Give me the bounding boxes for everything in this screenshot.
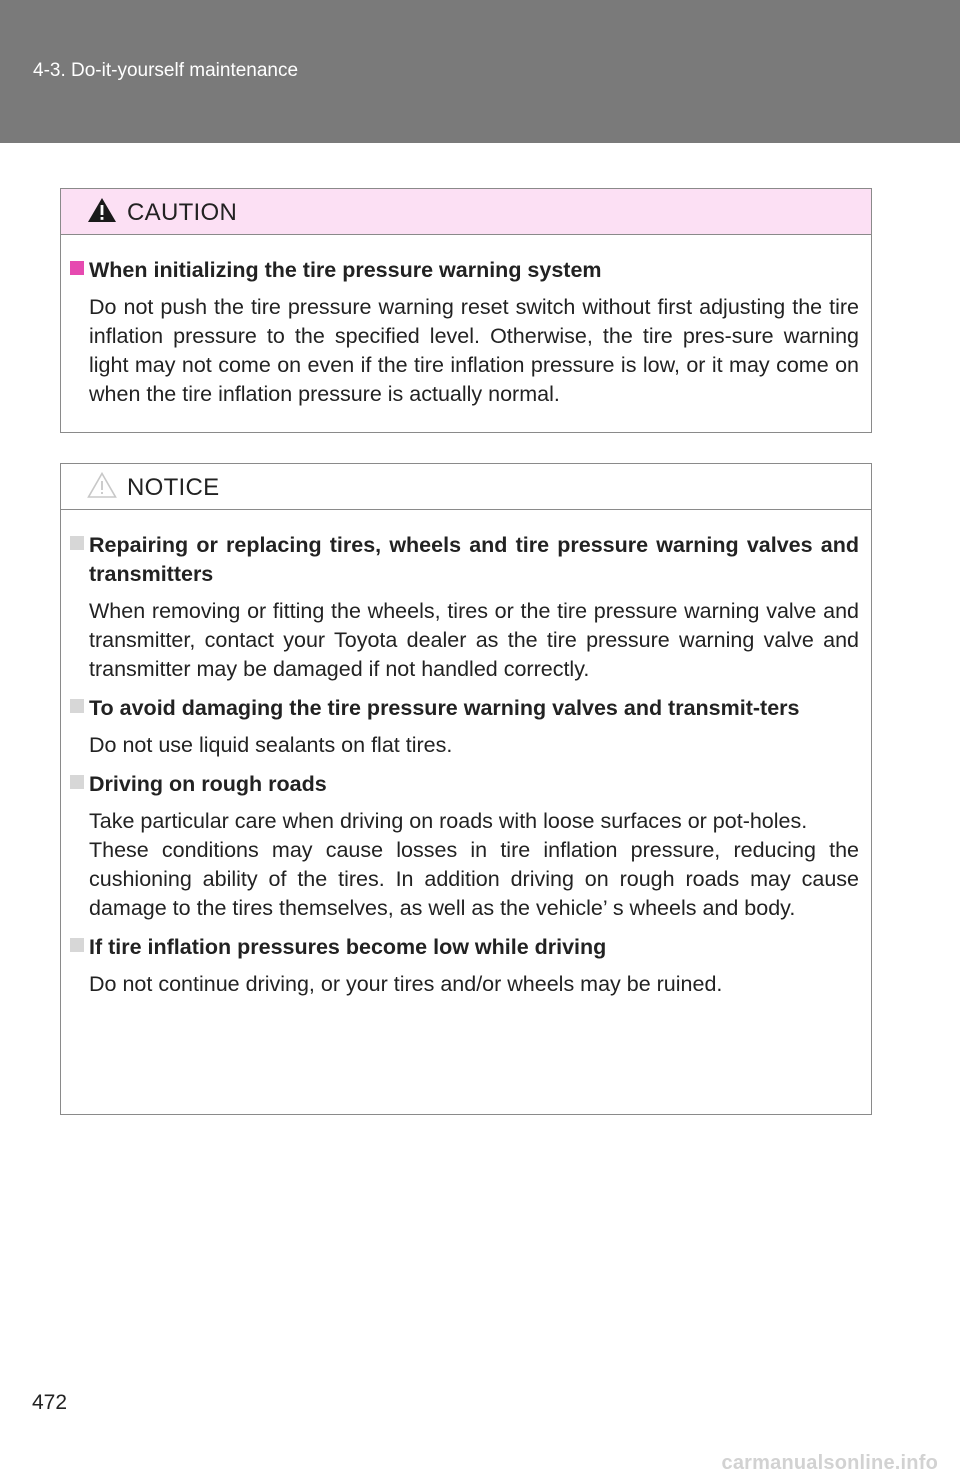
notice-item-text: Take particular care when driving on roads with loose surfaces or pot-holes.: [89, 809, 808, 833]
notice-item-text: When removing or fitting the wheels, tires or the tire pressure warning valve and transmitter, contact your Toyota dealer as the tire pressure warning valve and transmitter may be damaged if not handled correctly.: [89, 599, 859, 681]
notice-label: NOTICE: [127, 474, 220, 501]
notice-item-heading: If tire inflation pressures become low while driving: [89, 935, 607, 959]
warning-triangle-icon: [87, 197, 117, 223]
notice-body: [61, 510, 871, 999]
caution-item-text: Do not push the tire pressure warning reset switch without first adjusting the tire inflation pressure to the specified level. Otherwise, the tire pres-sure warning light may not come on even if the tire inflation pressure is low, or it may come on when the tire inflation pressure is actually normal.: [89, 295, 859, 406]
page-number: 472: [32, 1391, 68, 1414]
caution-item-heading: When initializing the tire pressure warning system: [89, 258, 602, 282]
page-header: [0, 0, 960, 143]
square-bullet-icon: [70, 261, 84, 275]
caution-box: [60, 188, 872, 433]
notice-item: [61, 933, 859, 999]
caution-item: [61, 256, 859, 409]
watermark: carmanualsonline.info: [721, 1452, 938, 1474]
square-bullet-icon: [70, 536, 84, 550]
caution-body: [61, 235, 871, 409]
notice-item-heading: Driving on rough roads: [89, 772, 327, 796]
section-title: 4-3. Do-it-yourself maintenance: [33, 60, 299, 81]
notice-item-text: Do not continue driving, or your tires and/or wheels may be ruined.: [89, 972, 723, 996]
square-bullet-icon: [70, 775, 84, 789]
caution-label: CAUTION: [127, 199, 238, 226]
square-bullet-icon: [70, 699, 84, 713]
caution-header: [61, 189, 871, 235]
warning-triangle-outline-icon: [87, 472, 117, 498]
notice-item: [61, 770, 859, 923]
notice-item: [61, 531, 859, 684]
square-bullet-icon: [70, 938, 84, 952]
notice-item-heading: Repairing or replacing tires, wheels and tire pressure warning valves and transmitters: [89, 533, 859, 586]
notice-header: [61, 464, 871, 510]
notice-box: [60, 463, 872, 1115]
notice-item-heading: To avoid damaging the tire pressure warning valves and transmit-ters: [89, 696, 800, 720]
notice-item-text: Do not use liquid sealants on flat tires.: [89, 733, 453, 757]
notice-item: [61, 694, 859, 760]
notice-item-text: These conditions may cause losses in tire inflation pressure, reducing the cushioning ability of the tires. In addition driving on rough roads may cause damage to the tires themselves, as well as the vehicle’ s wheels and body.: [89, 838, 859, 920]
